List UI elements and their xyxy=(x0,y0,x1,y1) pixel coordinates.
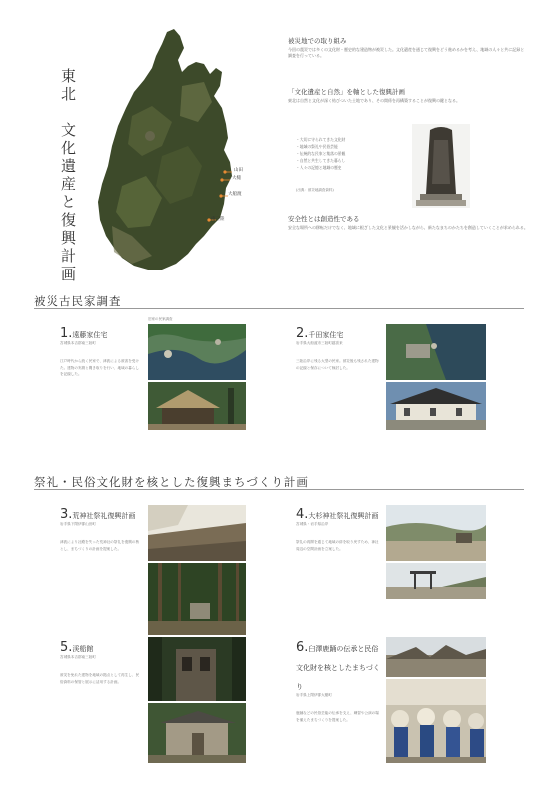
intro-body: 今回の震災では多くの文化財・歴史的な建造物が被災した。文化遺産を通じて復興をどう進めるかを考え、地域の人々と共に記録と調査を行っている。 xyxy=(288,47,525,58)
case-text: 祭礼の再開を通じて地域の絆を取り戻すため、神社周辺の空間計画を立案した。 xyxy=(296,540,379,551)
case-1-house-photo xyxy=(148,382,246,430)
case-5-shed-photo xyxy=(148,703,246,763)
bullet-item: ・人々の記憶と地域の歴史 xyxy=(296,165,342,170)
case-number: 5. xyxy=(60,640,73,655)
case-4 xyxy=(296,503,380,552)
case-subtitle: 宮城県本吉郡南三陸町 xyxy=(60,655,96,659)
section-rule xyxy=(34,489,524,490)
case-text: 被災を免れた建物を地域の拠点として再生し、民俗資料の保管と展示に活用する計画。 xyxy=(60,673,140,684)
case-text: 津波により社殿を失った荒神社の祭礼を復興の核とし、まちづくりの計画を提案した。 xyxy=(60,540,140,551)
case-5-building-photo xyxy=(148,637,246,701)
case-4-torii-photo xyxy=(386,563,486,599)
case-title: 臼澤鹿踊の伝承と民俗文化財を核としたまちづくり xyxy=(296,645,380,691)
case-text: 三陸沿岸に残る大型の民家。被災後も残された建物の記録と保存について検討した。 xyxy=(296,359,379,370)
case-6-dance-photo xyxy=(386,679,486,763)
section-rule xyxy=(34,308,524,309)
case-1-aerial-photo xyxy=(148,324,246,380)
case-text: 江戸時代から続く民家で、津波による被害を受けた。建物の実測と聞き取りを行い、地域の暮らしを記録した。 xyxy=(60,359,140,377)
bullet-item: ・大切に守られてきた文化財 xyxy=(296,137,346,142)
case-3-slope-photo xyxy=(148,505,246,561)
safety-heading: 安全性とは創造性である xyxy=(288,215,360,223)
case-3 xyxy=(60,503,142,552)
bullet-item: ・伝統的な民家と集落の景観 xyxy=(296,151,346,156)
case-subtitle: 岩手県大船渡市三陸町越喜来 xyxy=(296,341,343,345)
case-number: 1. xyxy=(60,326,73,341)
case-subtitle: 宮城県本吉郡南三陸町 xyxy=(60,341,96,345)
bullet-item: ・地域の祭礼や民俗芸能 xyxy=(296,144,338,149)
case-1 xyxy=(60,322,140,378)
section-title-minka: 被災古民家調査 xyxy=(34,294,122,308)
case-title: 荒神社祭礼復興計画 xyxy=(72,512,136,520)
case-subtitle: 岩手県上閉伊郡大槌町 xyxy=(296,693,332,697)
case-number: 4. xyxy=(296,507,309,522)
case-number: 2. xyxy=(296,326,309,341)
tohoku-map xyxy=(92,26,262,272)
case-number: 3. xyxy=(60,507,73,522)
case-subtitle: 岩手県下閉伊郡山田町 xyxy=(60,522,96,526)
section-title-matsuri: 祭礼・民俗文化財を核とした復興まちづくり計画 xyxy=(34,475,309,489)
map-label-otsuchi: 大槌 xyxy=(232,176,241,181)
page-title: 東北 文化遺産と復興計画 xyxy=(59,68,77,284)
case-2-aerial-photo xyxy=(386,324,486,380)
intro-heading: 被災地での取り組み xyxy=(288,37,347,45)
case-4-coast-photo xyxy=(386,505,486,561)
case-title: 渓船館 xyxy=(72,645,94,653)
case-subtitle: 宮城県・岩手県沿岸 xyxy=(296,522,329,526)
case-2 xyxy=(296,322,380,371)
safety-body: 安全な場所への移転だけでなく、地域に根ざした文化と景観を活かしながら、新たなまちのかたちを創造していくことが求められる。 xyxy=(288,225,528,230)
plan-bullets xyxy=(296,136,412,171)
stone-monument-photo xyxy=(412,124,470,208)
case-3-shrine-photo xyxy=(148,563,246,635)
case-title: 大杉神社祭礼復興計画 xyxy=(308,512,379,520)
plan-heading: 「文化遺産と自然」を軸とした復興計画 xyxy=(288,88,405,96)
map-label-ofunato: 大船渡 xyxy=(228,192,242,197)
case-1-caption: 旧家の民家調査 xyxy=(148,317,173,321)
case-number: 6. xyxy=(296,640,309,655)
case-5 xyxy=(60,636,142,685)
case-title: 遠藤家住宅 xyxy=(72,331,108,339)
case-2-house-photo xyxy=(386,382,486,430)
plan-body: 東北は自然と文化が深く結びついた土地であり、その関係を再構築することが復興の鍵となる。 xyxy=(288,98,460,103)
map-label-minamisanriku: 南三陸 xyxy=(211,217,225,222)
case-6 xyxy=(296,636,382,723)
bullet-item: ・自然と共生してきた暮らし xyxy=(296,158,346,163)
case-text: 鹿踊などの民俗芸能の伝承を支え、練習や公演の場を備えたまちづくりを提案した。 xyxy=(296,711,379,722)
plan-note: (出典：被災地調査資料) xyxy=(296,188,334,192)
map-label-yamada: 山田 xyxy=(234,168,243,173)
case-6-debris-photo xyxy=(386,637,486,677)
case-title: 千田家住宅 xyxy=(308,331,344,339)
